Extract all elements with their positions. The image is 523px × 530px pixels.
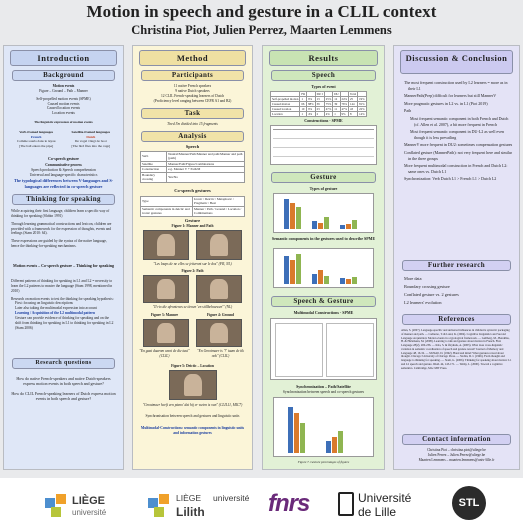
table-cell: Semantic components in deictic and iconic gestures [141,206,193,216]
list-item: Synchronization: Verb Dutch L1 > French L1 > Dutch L2 [404,176,497,182]
table-cell: 25% [325,97,332,102]
results-column [262,45,385,470]
list-item: Path [404,108,412,114]
table-cell: 19% [359,97,365,102]
table-cell: 11 [333,107,340,112]
table-header-cell: Total [350,92,357,96]
task-heading: Task [141,108,244,119]
table-cell: 10 [300,107,307,112]
results-title: Results [269,50,378,66]
spme-item: Location events [52,111,75,116]
french-gloss: [The ball enters the pipe] [19,143,54,148]
participants-line: 12 CLIL French-speaking learners of Dutch [160,93,225,98]
further-research-heading: Further research [402,260,511,271]
table-header-cell: FR [301,92,306,96]
lille-logo-icon [338,492,354,516]
table-header-cell: DU [334,92,339,96]
contact-line: Julien Perrez – Julien.Perrez@uliege.be [427,452,486,457]
speech-label: Speech [185,144,200,149]
figure-7-caption: Figure 7. Gesture percentages of figures [297,460,350,464]
synchronization-label: Synchronization – Path/Satellite [296,384,351,389]
uliege-logo-sub: université [72,508,107,517]
discussion-title: Discussion & Conclusion [400,50,513,74]
constructions-table-image [270,125,377,165]
spme-item: Caused motion events [47,101,80,106]
cospeech-heading: Co-speech gesture [48,156,79,161]
communicative-process: Communicative process [45,163,82,168]
lille-logo-sub: de Lille [358,505,397,519]
table-cell: 47% [325,107,332,112]
method-column [132,45,253,470]
gesture-label: Gesture [184,218,201,223]
table-cell: Construction [141,167,167,172]
french-example: Comme souris dans le tuyau [16,139,56,144]
research-bullet: Later also taking the multimodal expression into account [15,306,97,311]
table-cell: 14% [359,112,365,117]
poster-header [0,0,523,40]
multimodal-note: Multimodal-Constructions: semantic components in linguistic units and information gestures [140,426,245,435]
research-question-1: How do native French-speakers and native Dutch-speakers express motion events in both speech and gesture? [16,376,111,387]
table-cell: Location [271,112,300,117]
types-of-event-label: Types of event [311,84,336,89]
table-cell: Boundary crossing [141,172,167,182]
further-research-list [404,276,513,308]
gesture-heading: Gesture [271,172,376,183]
research-bullet: Gesture can provide evidence of thinking for speaking and on the shift from thinking for speaking in L1 to thinking for speaking in L2 (Stam 2006) [15,315,114,330]
speech-gesture-heading: Speech & Gesture [271,296,376,307]
participants-line: 9 native Dutch speakers [175,88,210,93]
discussion-column [393,45,520,470]
figure-4-caption: Figure 4: Ground [206,313,235,317]
video-still-image [196,319,242,347]
multimodal-constructions-label: Multimodal Constructions - SPME [293,310,354,315]
poster-authors: Christina Piot, Julien Perrez, Maarten Lemmens [131,23,392,37]
table-cell: 66 [300,102,307,107]
table-cell: 144 [349,102,358,107]
thinking-para-3: These expressions are guided by the syntax of the native language, hence the thinking-for-speaking mechanisms. [11,239,107,249]
list-item: MannerV more frequent in DU2: sometimes compensation gestures [404,142,513,148]
list-item: More data [404,276,422,281]
list-item: Most frequent semantic component in both French and Dutch (cf. Allen et al. 2007), a bit more frequent in French [410,115,509,127]
dutch-label: Dutch [86,134,96,139]
table-cell: 9% [307,97,316,102]
lilith-logo-text: LIÈGE [176,493,202,503]
video-still-image [143,275,189,303]
table-cell: 22% [359,107,365,112]
research-question-2: How do CLIL French-speaking learners of Dutch express motion events in both speech and gesture? [11,390,116,402]
cospeech-gestures-label: Co-speech gestures [174,188,211,193]
list-item: Conflated gesture vs. 2 gestures [404,292,459,298]
thinking-para-2: Through learning grammatical constructions and lexicon, children are provided with a framework for the expression of thoughts, events and feelings (Stam 2010: 64). [11,221,112,236]
synchronization-sub: Synchronization between speech and co-speech gestures [282,390,365,394]
background-heading: Background [12,70,115,81]
table-cell: 8 [349,112,358,117]
speech-analysis-table [140,151,245,183]
quote-5: "Grootmaer heeft een piano' dat hij er weten is van" (CLIL11, MIC7) [142,403,243,407]
analysis-heading: Analysis [141,131,244,142]
table-cell: 1 [300,97,307,102]
table-cell: 75% [325,102,332,107]
video-still-image [196,275,242,303]
introduction-column [3,45,124,470]
table-cell: Yes/No [167,172,245,182]
table-cell: 25 [349,97,358,102]
quote-1: "Les loups de ne elles se jetteront sur le dos" (FR, NL) [153,262,232,266]
typology-heading: The linguistic expression of motion events [34,120,93,125]
thinking-para-5: Research on motion events to test the thinking for speaking hypothesis: [11,296,114,301]
figure-1-caption: Figure 1: Manner and Path [171,224,214,228]
list-item: More frequent multimodal construction in French and Dutch L2: same ones vs. Dutch L1 [404,163,508,174]
synchronization-chart [273,397,374,457]
table-cell: Caused motion [271,102,300,107]
quote-4: "En Grootmaer is '?' tuum de tik ook" (CLIL) [197,349,244,358]
dutch-example: De vogel vliegt de boot [74,139,107,144]
contact-line: Christina Piot – christina.piot@uliege.be [427,448,486,452]
thinking-para-4: Different patterns of thinking for speaking in L1 and L2 = necessity to learn the L2 patterns to master the language (Stam 1998, mentioned in 2010) [11,279,113,293]
table-cell: Manner / Path / Ground / Location / Combinations [192,206,244,216]
lilith-logo-univ: université [213,493,250,503]
quote-3: "En gaat daarom want de die tuut" (CLIL) [139,349,190,358]
contact-line: Maarten Lemmens – maarten.lemmens@univ-lille.fr [418,457,495,462]
task-text: Tired I'm divided into 15 fragments [167,122,218,126]
french-label: French [31,134,42,139]
gesture-types-chart [273,193,374,233]
table-cell: e.g. Manner V + Path/M [167,167,245,172]
speech-production: Speech production & Speech comprehension [31,168,96,173]
table-cell: 9% [307,107,316,112]
table-cell: 24% [341,97,348,102]
table-cell: Verb [141,152,167,162]
spme-item: Caused location events [46,106,81,111]
list-item: L2 learners' evolution [404,300,442,306]
table-cell: 47% [341,107,348,112]
table-cell: 39 [333,102,340,107]
method-title: Method [139,50,246,66]
references-text: Allen, S. (2007). Language-specific and universal influences in children's syntactic packaging of manner and path. — Cadierno, T. & Lund, K. (2004). Cognitive Linguistics and Second Language Acquisition: Motion events in a typological framework. — Gullberg, M., Hendriks, H. & Hickmann, M. (2008). Learning to talk and gesture about motion in French. First Language 28(2), 200-236. — Kita, S. & Özyürek, A. (2003). What does cross-linguistic variation in semantic coordination of speech and gesture reveal? Journal of Memory and Language 48, 16-32. — McNeill, D. (1992). Hand and mind: What gestures reveal about thought. Chicago: University of Chicago Press. — Slobin, D. I. (1996). From thought and language to thinking for speaking. — Stam, G. (2006). Thinking for speaking about motion: L1 and L2 speech and gesture. IRAL 44, 145-171. — Talmy, L. (2000). Toward a cognitive semantics. Cambridge, MA: MIT Press. [401,329,512,370]
video-still-image [169,370,217,400]
logo-bar [0,478,523,530]
table-cell: Type [141,197,193,207]
figure-2-caption: Figure 2: Path [181,269,204,273]
satellite-framed-label: Satellite-framed languages [71,130,111,134]
table-cell: Satellite [141,161,167,166]
motion-events-heading: Motion events [52,84,75,88]
research-bullet: Learning / Acquisition of the L2 multimodal pattern [15,311,95,316]
discussion-list [404,80,513,184]
stl-logo: STL [452,486,486,520]
video-still-image [143,230,189,260]
table-header-cell: DU I [316,92,323,96]
lilith-logo-name: Lilith [176,505,205,519]
table-cell: 2 [315,112,324,117]
motion-components: Figure – Ground – Path – Manner [39,88,88,93]
table-cell: Caused location [271,107,300,112]
typological-difference-statement: The typological differences between V-languages and S-languages are reflected in co-speech gesture [13,178,114,189]
table-cell: 13 [315,97,324,102]
list-item: The most frequent construction used by L2 learners = more as in their L1 [404,80,508,91]
table-cell: Manner/Path/Figure/Combinations [167,161,245,166]
table-cell: 9% [340,112,349,117]
uliege-logo-icon [45,494,69,518]
table-cell: 4% [307,112,316,117]
uliege-logo-text: LIÈGE [72,495,106,507]
semantic-components-label: Semantic components in the gestures used to describe SPME [271,236,376,241]
table-cell: Iconic / Deictic / Metaphoric / Pragmatic / Beat [192,197,244,207]
contact-heading: Contact information [402,434,511,445]
table-cell: 39 [315,102,324,107]
gesture-types-label: Types of gesture [309,186,338,191]
thinking-for-speaking-heading: Thinking for speaking [12,194,115,205]
multimodal-constructions-image [270,318,377,380]
poster-title: Motion in speech and gesture in a CLIL context [86,2,437,21]
table-cell: 81% [359,102,365,107]
table-cell: 43 [349,107,358,112]
list-item: More pragmatic gestures in L2 vs. in L1 (Piot 2019) [404,100,488,106]
lilith-logo-icon [148,494,172,518]
list-item: MannerPath(Prep) difficult for learners but still MannerV [404,93,497,99]
speech-heading: Speech [271,70,376,81]
table-cell: 1 [333,112,340,117]
thinking-para-1: While acquiring their first language, children learn a specific way of thinking for speaking (Slobin 1991) [11,209,110,218]
participants-heading: Participants [141,70,244,81]
table-cell: Self-propelled motion [272,97,299,102]
references-heading: References [402,314,511,325]
video-still-image [143,319,189,347]
lille-logo-text: Université [358,491,412,505]
semantic-components-chart [273,248,374,288]
synchronisation-note: Synchronisation between speech and gestures and linguistic units [145,414,240,418]
table-cell: 4% [324,112,333,117]
list-item: Most frequent semantic component in DU-L2 as well even though it is less prevailing [410,129,504,140]
spme-label: Self-propelled motion events (SPME) [36,96,91,101]
table-cell: 76% [341,102,348,107]
verb-framed-label: Verb-framed languages [19,130,54,134]
participants-line: 11 native French speakers [173,84,212,88]
fnrs-logo: fnrs [268,490,310,517]
constructions-label: Constructions - SPME [304,118,343,123]
participants-line: (Proficiency level ranging between CEFR A1 and B2) [153,98,232,103]
table-cell: 23 [315,107,324,112]
table-cell: 12 [333,97,340,102]
quote-2: "Il rio die afrontenes se tienen 'en stillbehouwen'" (NL) [152,305,233,309]
figure-3-caption: Figure 3: Manner [150,313,179,317]
introduction-title: Introduction [10,50,117,66]
figure-5-caption: Figure 5: Deictic – Location [171,364,214,368]
gesture-analysis-table [140,196,245,217]
motion-events-gesture-heading: Motion events – Co-speech gesture – Thinking for speaking [13,263,114,268]
list-item: Boundary crossing gesture [404,284,450,290]
universal-characteristics: Universal and language-specific characteristics [29,173,98,178]
list-item: Conflated gesture (MannerPath): not very frequent here and similar in the three groups [404,149,512,161]
research-bullet: First: focusing on linguistic descriptions [15,301,73,306]
table-cell: 88% [308,102,314,107]
event-types-table [270,91,367,117]
table-cell: 1 [300,112,307,117]
video-still-image [196,230,242,260]
table-cell: Neutral/Manner/Path/Manner and path/Manner and path (path) [167,152,245,162]
research-questions-heading: Research questions [12,358,115,369]
dutch-gloss: [The bird flies into the cage] [71,143,111,148]
